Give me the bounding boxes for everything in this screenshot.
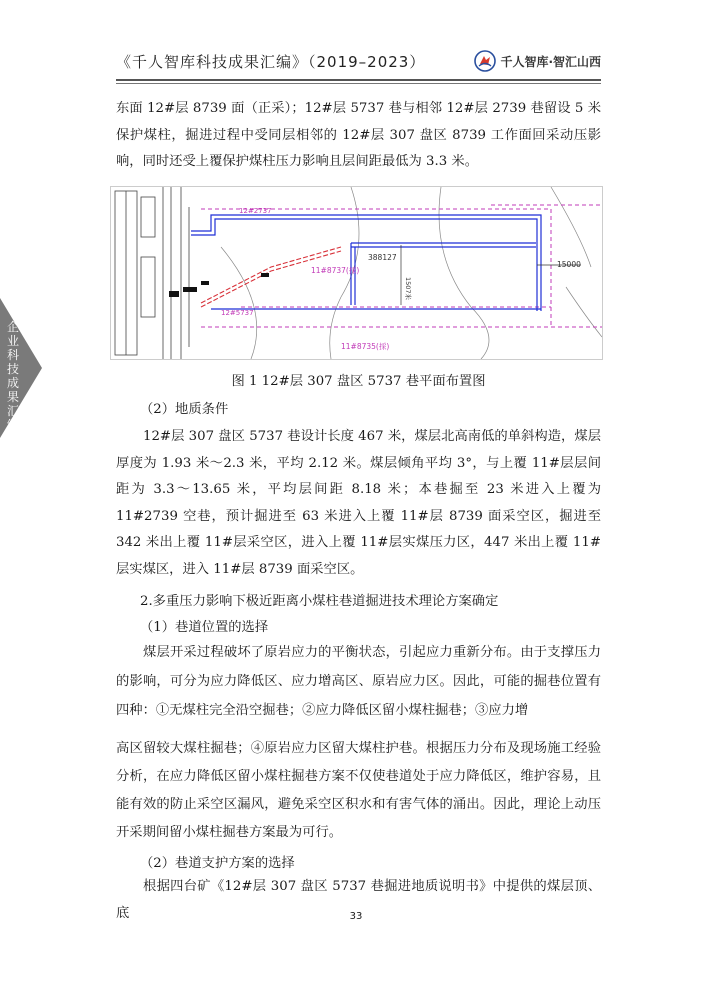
- label-11-8735: 11#8735(採): [341, 342, 390, 351]
- logo-icon: [474, 50, 496, 72]
- side-tab: [0, 298, 42, 438]
- label-15000: 15000: [557, 260, 581, 269]
- header-rule: [116, 79, 601, 81]
- label-12-5737: 12#5737: [221, 309, 254, 317]
- intro-paragraph: 东面 12#层 8739 面（正采）；12#层 5737 巷与相邻 12#层 2739 巷留设 5 米保护煤柱，掘进过程中受同层相邻的 12#层 307 盘区 8739 工作面回采动压影响，同时还受上覆保护煤柱压力影响且层间距最低为 3.3 米。: [116, 101, 601, 169]
- label-11-8737: 11#8737(採): [311, 266, 360, 275]
- equipment-markers: [169, 273, 269, 297]
- mine-plan-figure: [110, 186, 603, 360]
- support-paragraph: 根据四台矿《12#层 307 盘区 5737 巷掘进地质说明书》中提供的煤层顶、底: [116, 879, 601, 921]
- left-structures: [115, 187, 189, 359]
- logo-text: 千人智库·智汇山西: [500, 54, 601, 69]
- geology-paragraph: 12#层 307 盘区 5737 巷设计长度 467 米，煤层北高南低的单斜构造，煤层厚度为 1.93 米～2.3 米，平均 2.12 米。煤层倾角平均 3°，与上覆 11#层层间距为 3.3～13.65 米，平均层间距 8.18 米；本巷掘至 23 米进入上覆为 11#2739 空巷，预计掘进至 63 米进入上覆 11#层 8739 面采空区，掘进至 342 米出上覆 11#层采空区，进入上覆 11#层实煤压力区，447 米出上覆 11#层实煤区，进入 11#层 8739 面采空区。: [116, 429, 601, 577]
- header-logo: [474, 48, 601, 74]
- page-header: [116, 48, 601, 78]
- figure-caption: 图 1 12#层 307 盘区 5737 巷平面布置图: [231, 374, 486, 389]
- support-heading: （2）巷道支护方案的选择: [140, 856, 295, 871]
- side-tab-label: 企业科技成果汇编: [6, 320, 19, 432]
- header-title: 《千人智库科技成果汇编》（2019–2023）: [116, 53, 426, 71]
- page-number: 33: [349, 911, 363, 922]
- label-dimension: 1507米: [404, 277, 412, 301]
- label-12-2737: 12#2737: [239, 207, 272, 215]
- mine-plan-drawing: [111, 187, 602, 359]
- position-paragraph-1: 煤层开采过程破坏了原岩应力的平衡状态，引起应力重新分布。由于支撑压力的影响，可分为应力降低区、应力增高区、原岩应力区。因此，可能的掘巷位置有四种：①无煤柱完全沿空掘巷；②应力降低区留小煤柱掘巷；③应力增: [116, 645, 601, 718]
- goaf-line: [201, 247, 341, 307]
- label-388127: 388127: [368, 253, 397, 262]
- position-paragraph-2: 高区留较大煤柱掘巷；④原岩应力区留大煤柱护巷。根据压力分布及现场施工经验分析，在应力降低区留小煤柱掘巷方案不仅使巷道处于应力降低区，维护容易，且能有效的防止采空区漏风，避免采空区积水和有害气体的涌出。因此，理论上动压开采期间留小煤柱掘巷方案最为可行。: [116, 741, 601, 840]
- theory-heading: 2.多重压力影响下极近距离小煤柱巷道掘进技术理论方案确定: [140, 594, 499, 609]
- geology-heading: （2）地质条件: [140, 402, 229, 417]
- roadway-5737: [191, 215, 541, 311]
- position-heading: （1）巷道位置的选择: [140, 620, 269, 635]
- header-rule-thin: [116, 83, 601, 84]
- contour-lines: [221, 187, 602, 359]
